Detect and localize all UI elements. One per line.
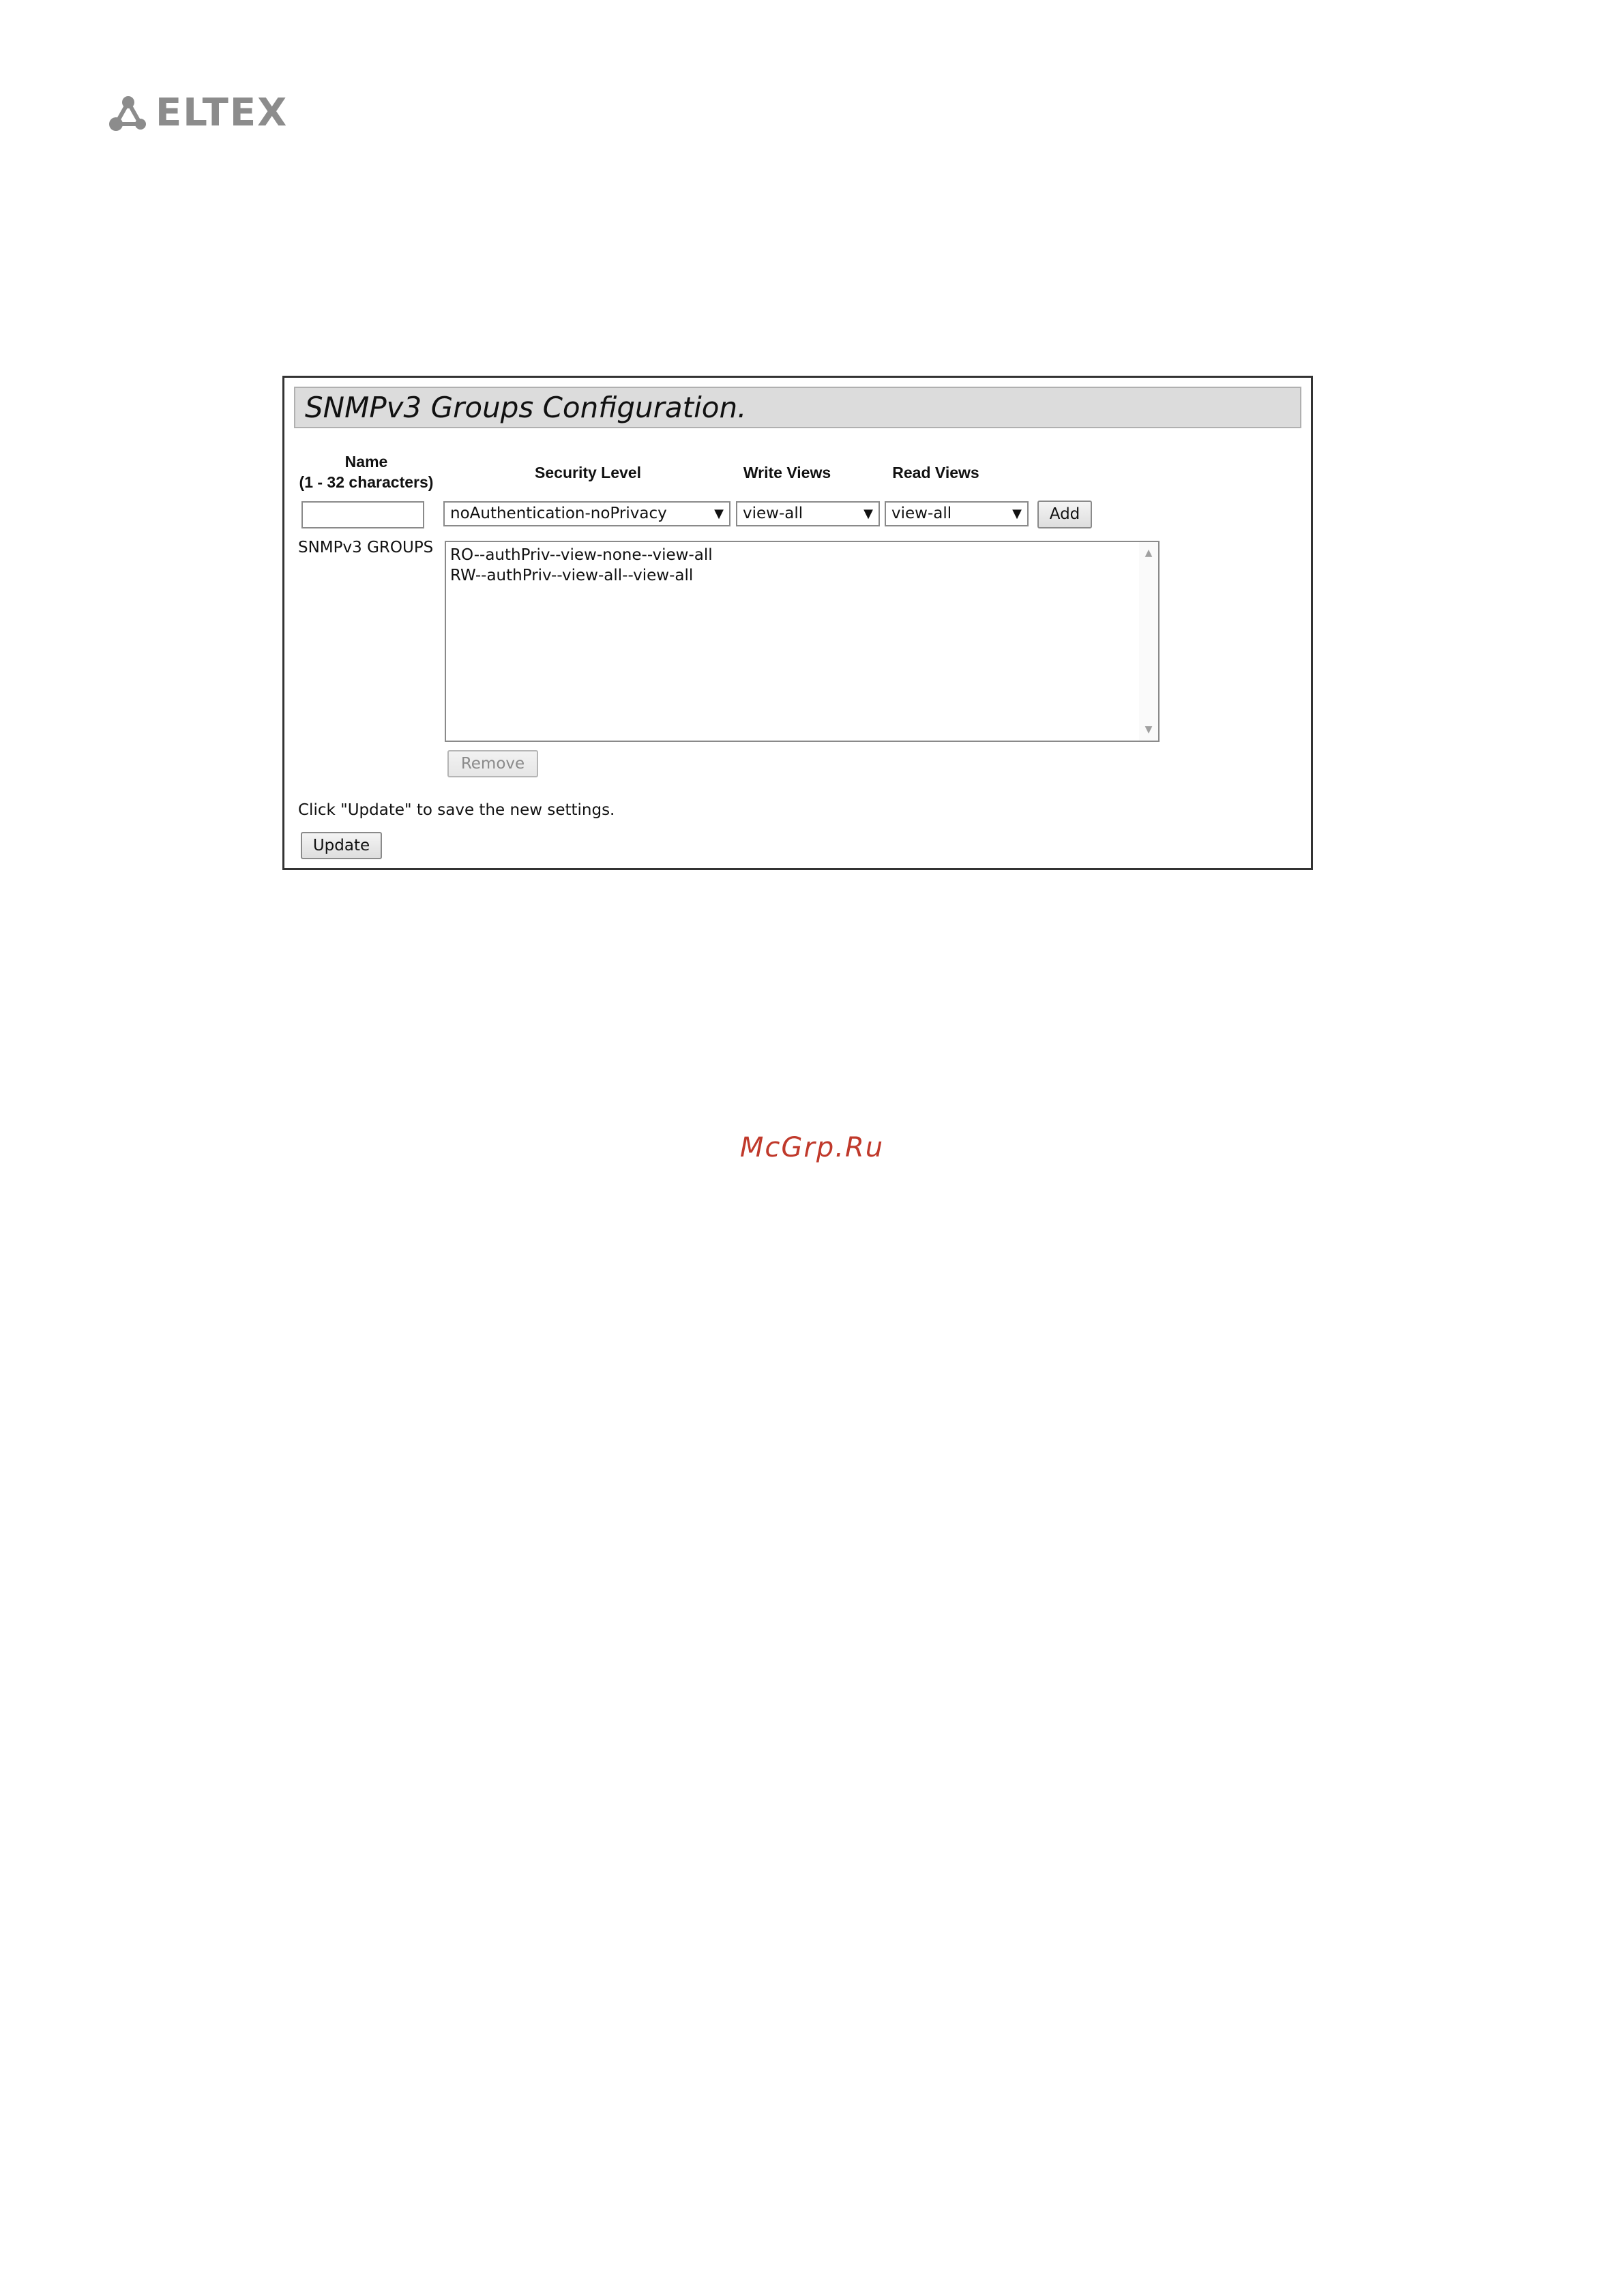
read-views-header: Read Views [892,464,979,481]
name-header-label: Name [344,453,388,471]
write-views-value: view-all [743,505,803,522]
list-item[interactable]: RW--authPriv--view-all--view-all [450,567,694,584]
security-level-value: noAuthentication-noPrivacy [450,505,667,522]
scroll-down-icon[interactable]: ▼ [1145,724,1153,735]
snmpv3-groups-panel [282,376,1313,870]
logo-text: ELTEX [156,91,289,135]
snmpv3-groups-list[interactable] [445,541,1160,742]
remove-button[interactable]: Remove [447,750,538,777]
scroll-up-icon[interactable]: ▲ [1145,548,1153,558]
security-level-select[interactable] [443,501,730,526]
name-column-header [298,451,434,492]
write-views-header: Write Views [743,464,831,481]
read-views-select[interactable] [885,501,1029,526]
read-views-value: view-all [891,505,952,522]
name-header-hint: (1 - 32 characters) [299,473,434,491]
name-input[interactable] [301,501,424,528]
watermark-text: McGrp.Ru [739,1132,885,1163]
snmpv3-groups-label: SNMPv3 GROUPS [298,539,434,556]
eltex-logo-icon [108,94,149,132]
eltex-logo [108,91,289,135]
write-views-select[interactable] [736,501,880,526]
dropdown-arrow-icon: ▼ [714,507,724,521]
list-scrollbar[interactable] [1139,542,1158,741]
security-level-header: Security Level [535,464,641,481]
panel-title: SNMPv3 Groups Configuration. [294,387,1301,428]
dropdown-arrow-icon: ▼ [1012,507,1022,521]
add-button[interactable]: Add [1037,501,1092,528]
list-item[interactable]: RO--authPriv--view-none--view-all [450,546,713,564]
update-hint: Click "Update" to save the new settings. [298,801,615,819]
update-button[interactable]: Update [301,832,382,859]
dropdown-arrow-icon: ▼ [863,507,873,521]
